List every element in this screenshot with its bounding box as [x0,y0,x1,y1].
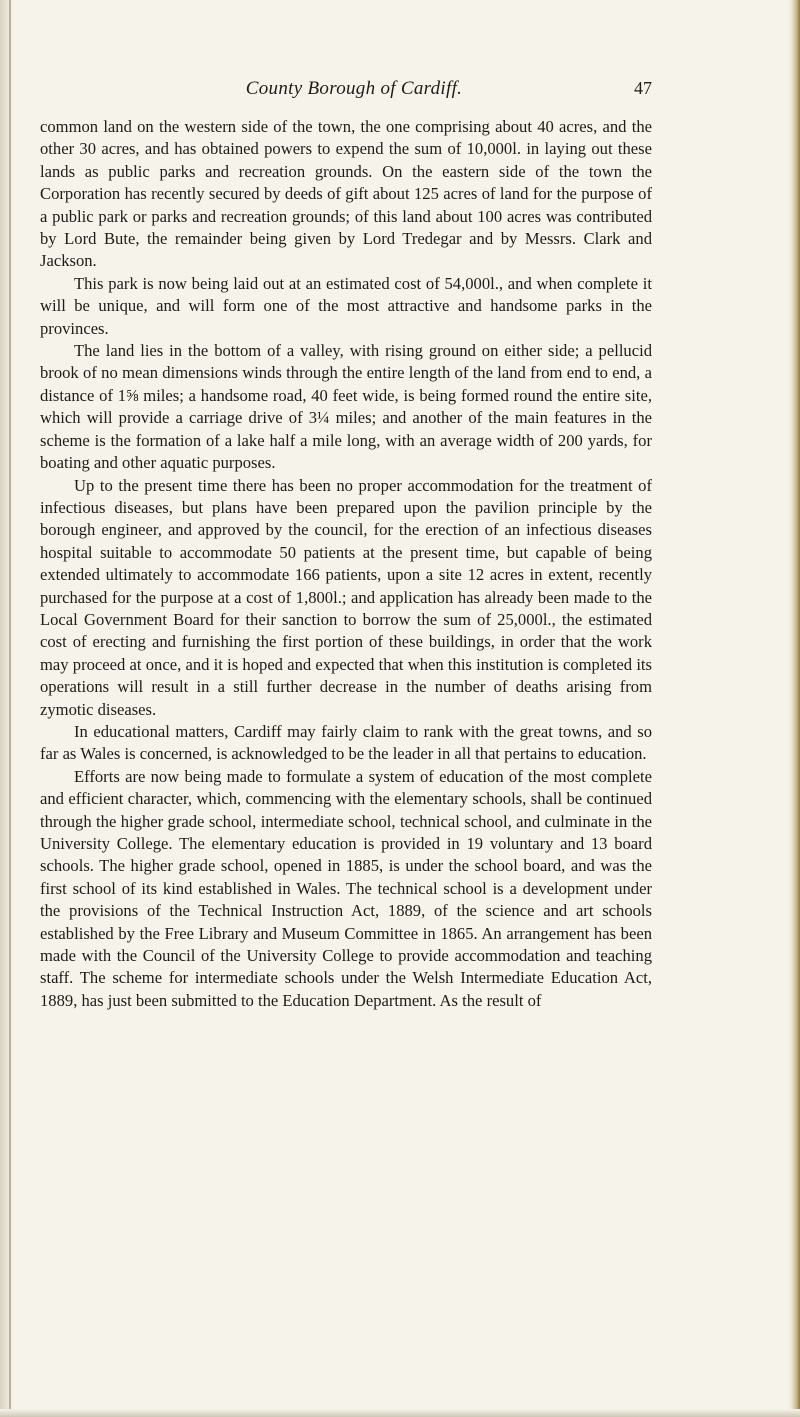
scan-bottom-edge [0,1409,800,1417]
page-number: 47 [634,78,652,98]
scan-right-edge [788,0,800,1417]
paragraph-parks-continued: common land on the western side of the town, the one comprising about 40 acres, and the other 30 acres, and has obtained powers to expend the sum of 10,000l. in laying out these lands as public parks and recreation grounds. On the eastern side of the town the Corporation has recently secured by deeds of gift about 125 acres of land for the purpose of a public park or parks and recreation grounds; of this land about 100 acres was contributed by Lord Bute, the remainder being given by Lord Tredegar and by Messrs. Clark and Jackson. [40,117,652,271]
document-page [40,78,652,1012]
running-title: County Borough of Cardiff. [245,78,463,99]
paragraph-education-system: Efforts are now being made to formulate a system of education of the most complete and efficient character, which, commencing with the elementary schools, shall be continued through the higher grade school, intermediate school, technical school, and culminate in the University College. The elementary education is provided in 19 voluntary and 13 board schools. The higher grade school, opened in 1885, is under the school board, and was the first school of its kind established in Wales. The technical school is a development under the provisions of the Technical Instruction Act, 1889, of the science and art schools established by the Free Library and Museum Committee in 1865. An arrangement has been made with the Council of the University College to provide accommodation and teaching staff. The scheme for intermediate schools under the Welsh Intermediate Education Act, 1889, has just been submitted to the Education Department. As the result of [40,766,652,1010]
paragraph-park-cost: This park is now being laid out at an estimated cost of 54,000l., and when complete it will be unique, and will form one of the most attractive and handsome parks in the provinces. [40,273,652,338]
body-text [40,116,652,1012]
paragraph-valley-land: The land lies in the bottom of a valley, with rising ground on either side; a pellucid brook of no mean dimensions winds through the entire length of the land from end to end, a distance of 1⅝ miles; a handsome road, 40 feet wide, is being formed round the entire site, which will provide a carriage drive of 3¼ miles; and another of the main features in the scheme is the formation of a lake half a mile long, with an average width of 200 yards, for boating and other aquatic purposes. [40,341,652,473]
running-header [40,78,652,106]
paragraph-infectious-hospital: Up to the present time there has been no proper accommodation for the treatment of infectious diseases, but plans have been prepared upon the pavilion principle by the borough engineer, and approved by the council, for the erection of an infectious diseases hospital suitable to accommodate 50 patients at the present time, but capable of being extended ultimately to accommodate 166 patients, upon a site 12 acres in extent, recently purchased for the purpose at a cost of 1,800l.; and application has already been made to the Local Government Board for their sanction to borrow the sum of 25,000l., the estimated cost of erecting and furnishing the first portion of these buildings, in order that the work may proceed at once, and it is hoped and expected that when this institution is completed its operations will result in a still further decrease in the number of deaths arising from zymotic diseases. [40,475,652,719]
paragraph-education-intro: In educational matters, Cardiff may fairly claim to rank with the great towns, and so far as Wales is concerned, is acknowledged to be the leader in all that pertains to education. [40,721,652,764]
scan-left-edge [0,0,14,1417]
